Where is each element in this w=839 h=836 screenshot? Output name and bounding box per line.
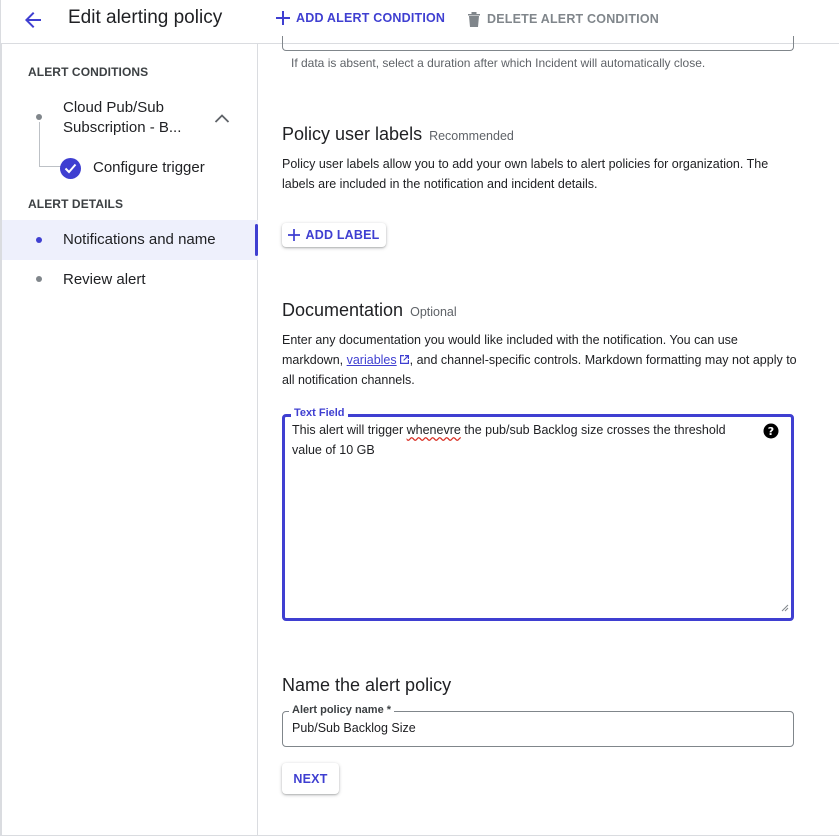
textarea-value [292,420,752,460]
alert-policy-name-label: Alert policy name * [289,704,394,716]
sidebar-item-notifications-and-name[interactable] [2,220,258,260]
labels-section-title [282,124,514,145]
variables-link[interactable]: variables [346,353,397,367]
description-text: , and channel-specific controls. Markdown formatting may not apply to all notification channels. [282,353,797,387]
labels-title-text: Policy user labels [282,124,423,144]
alert-policy-name-input[interactable] [282,704,794,747]
svg-text:?: ? [767,425,775,438]
sidebar-item-label: Review alert [63,271,146,288]
labels-description: Policy user labels allow you to add your own labels to alert policies for organization. The labels are included in the notification and incident details. [282,157,769,191]
tree-connector-line [39,166,61,167]
step-dot-icon [36,276,42,282]
help-icon[interactable] [763,423,779,444]
delete-alert-condition-button[interactable] [467,11,659,27]
optional-tag: Optional [410,305,457,319]
duration-select[interactable] [282,36,794,51]
step-dot-icon [36,237,42,243]
condition-name-line2: Subscription - B... [63,119,182,136]
alert-policy-name-value: Pub/Sub Backlog Size [292,721,416,735]
documentation-title-text: Documentation [282,300,404,320]
duration-hint: If data is absent, select a duration after which Incident will automatically close. [291,56,706,70]
add-alert-condition-label: ADD ALERT CONDITION [296,11,446,25]
value-text: the pub/sub Backlog size crosses the threshold value of 10 GB [292,423,726,457]
condition-name-line1: Cloud Pub/Sub [63,99,164,116]
documentation-description [282,330,802,390]
external-link-icon [399,354,410,365]
add-label-button[interactable] [282,223,386,247]
alert-details-heading: ALERT DETAILS [28,197,124,211]
tree-connector-line [39,122,40,167]
recommended-tag: Recommended [429,129,514,143]
plus-icon [276,11,290,25]
resize-handle-icon[interactable] [781,599,789,617]
add-alert-condition-button[interactable] [276,11,445,25]
documentation-textarea[interactable] [282,407,794,621]
sidebar-item-label: Notifications and name [63,231,216,248]
alert-conditions-heading: ALERT CONDITIONS [28,65,149,79]
name-section-title: Name the alert policy [282,675,452,695]
misspelled-word: whenevre [406,423,461,437]
next-button-label: NEXT [293,771,328,786]
textarea-label: Text Field [291,407,348,419]
next-button[interactable] [282,763,339,794]
sidebar-stepper [0,44,258,836]
chevron-up-icon[interactable] [214,110,230,128]
check-circle-icon [60,158,81,179]
step-dot-icon [36,114,42,120]
plus-icon [288,229,300,241]
documentation-section-title [282,300,457,321]
back-arrow-icon[interactable] [21,8,45,32]
value-text: This alert will trigger [292,423,407,437]
description-text: Enter any documentation you would like included with the notification. You can use markdown, [282,333,738,367]
add-label-text: ADD LABEL [305,228,380,242]
main-form [258,44,839,836]
configure-trigger-label: Configure trigger [93,159,205,176]
page-title: Edit alerting policy [68,7,223,28]
delete-alert-condition-label: DELETE ALERT CONDITION [487,12,659,26]
trash-icon [467,11,481,27]
